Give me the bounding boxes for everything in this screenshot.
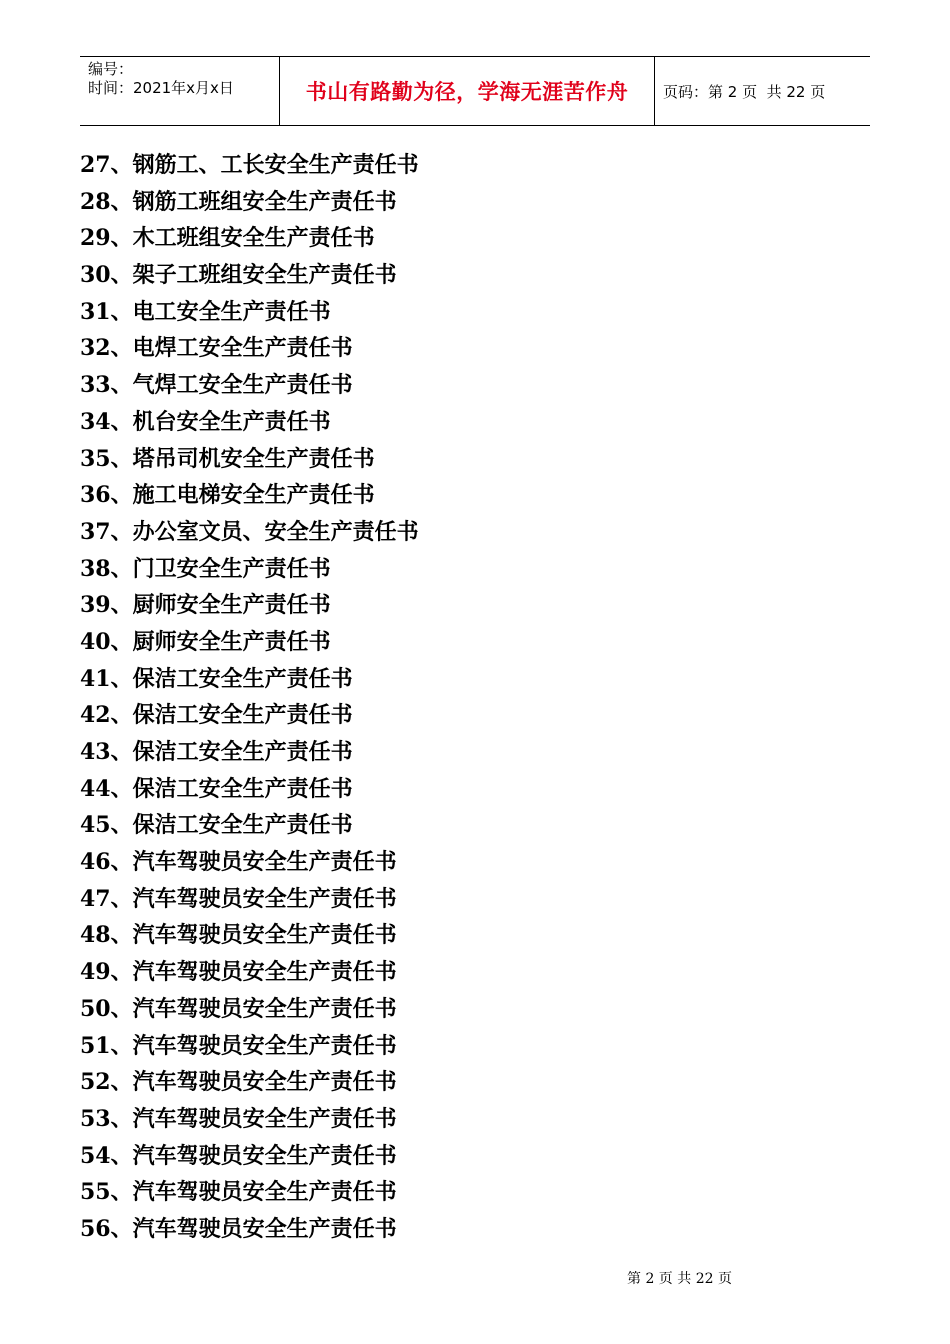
header-motto: 书山有路勤为径，学海无涯苦作舟 xyxy=(280,57,655,125)
list-item: 30、架子工班组安全生产责任书 xyxy=(80,262,397,289)
list-item: 48、汽车驾驶员安全生产责任书 xyxy=(80,922,397,949)
document-number-label: 编号： xyxy=(88,60,134,78)
list-item: 46、汽车驾驶员安全生产责任书 xyxy=(80,849,397,876)
list-item: 37、办公室文员、安全生产责任书 xyxy=(80,518,419,545)
list-item: 43、保洁工安全生产责任书 xyxy=(80,739,353,765)
list-item: 42、保洁工安全生产责任书 xyxy=(80,702,353,729)
page-header xyxy=(80,56,870,126)
list-item: 56、汽车驾驶员安全生产责任书 xyxy=(80,1215,397,1242)
list-item: 50、汽车驾驶员安全生产责任书 xyxy=(80,995,397,1022)
list-item: 34、机台安全生产责任书 xyxy=(80,408,331,435)
page-footer: 第 2 页 共 22 页 xyxy=(627,1271,732,1287)
list-item: 55、汽车驾驶员安全生产责任书 xyxy=(80,1179,397,1206)
list-item: 38、门卫安全生产责任书 xyxy=(80,555,331,582)
list-item: 35、塔吊司机安全生产责任书 xyxy=(80,445,375,472)
list-item: 44、保洁工安全生产责任书 xyxy=(80,775,353,802)
list-item: 28、钢筋工班组安全生产责任书 xyxy=(80,188,397,215)
list-item: 40、厨师安全生产责任书 xyxy=(80,628,331,655)
list-item: 32、电焊工安全生产责任书 xyxy=(80,335,353,362)
document-time-label: 时间：2021年x月x日 xyxy=(88,79,234,97)
list-item: 51、汽车驾驶员安全生产责任书 xyxy=(80,1032,397,1059)
list-item: 49、汽车驾驶员安全生产责任书 xyxy=(80,959,397,986)
list-item: 27、钢筋工、工长安全生产责任书 xyxy=(80,152,419,178)
responsibility-list xyxy=(80,147,419,1248)
list-item: 31、电工安全生产责任书 xyxy=(80,298,331,325)
list-item: 54、汽车驾驶员安全生产责任书 xyxy=(80,1142,397,1169)
list-item: 39、厨师安全生产责任书 xyxy=(80,592,331,619)
list-item: 41、保洁工安全生产责任书 xyxy=(80,665,353,692)
header-page-info: 页码：第 2 页 共 22 页 xyxy=(663,82,826,101)
list-item: 52、汽车驾驶员安全生产责任书 xyxy=(80,1069,397,1096)
list-item: 53、汽车驾驶员安全生产责任书 xyxy=(80,1105,397,1132)
header-meta-cell xyxy=(80,57,280,125)
list-item: 36、施工电梯安全生产责任书 xyxy=(80,482,375,509)
list-item: 45、保洁工安全生产责任书 xyxy=(80,812,353,839)
list-item: 29、木工班组安全生产责任书 xyxy=(80,225,375,252)
list-item: 47、汽车驾驶员安全生产责任书 xyxy=(80,885,397,912)
list-item: 33、气焊工安全生产责任书 xyxy=(80,372,353,399)
